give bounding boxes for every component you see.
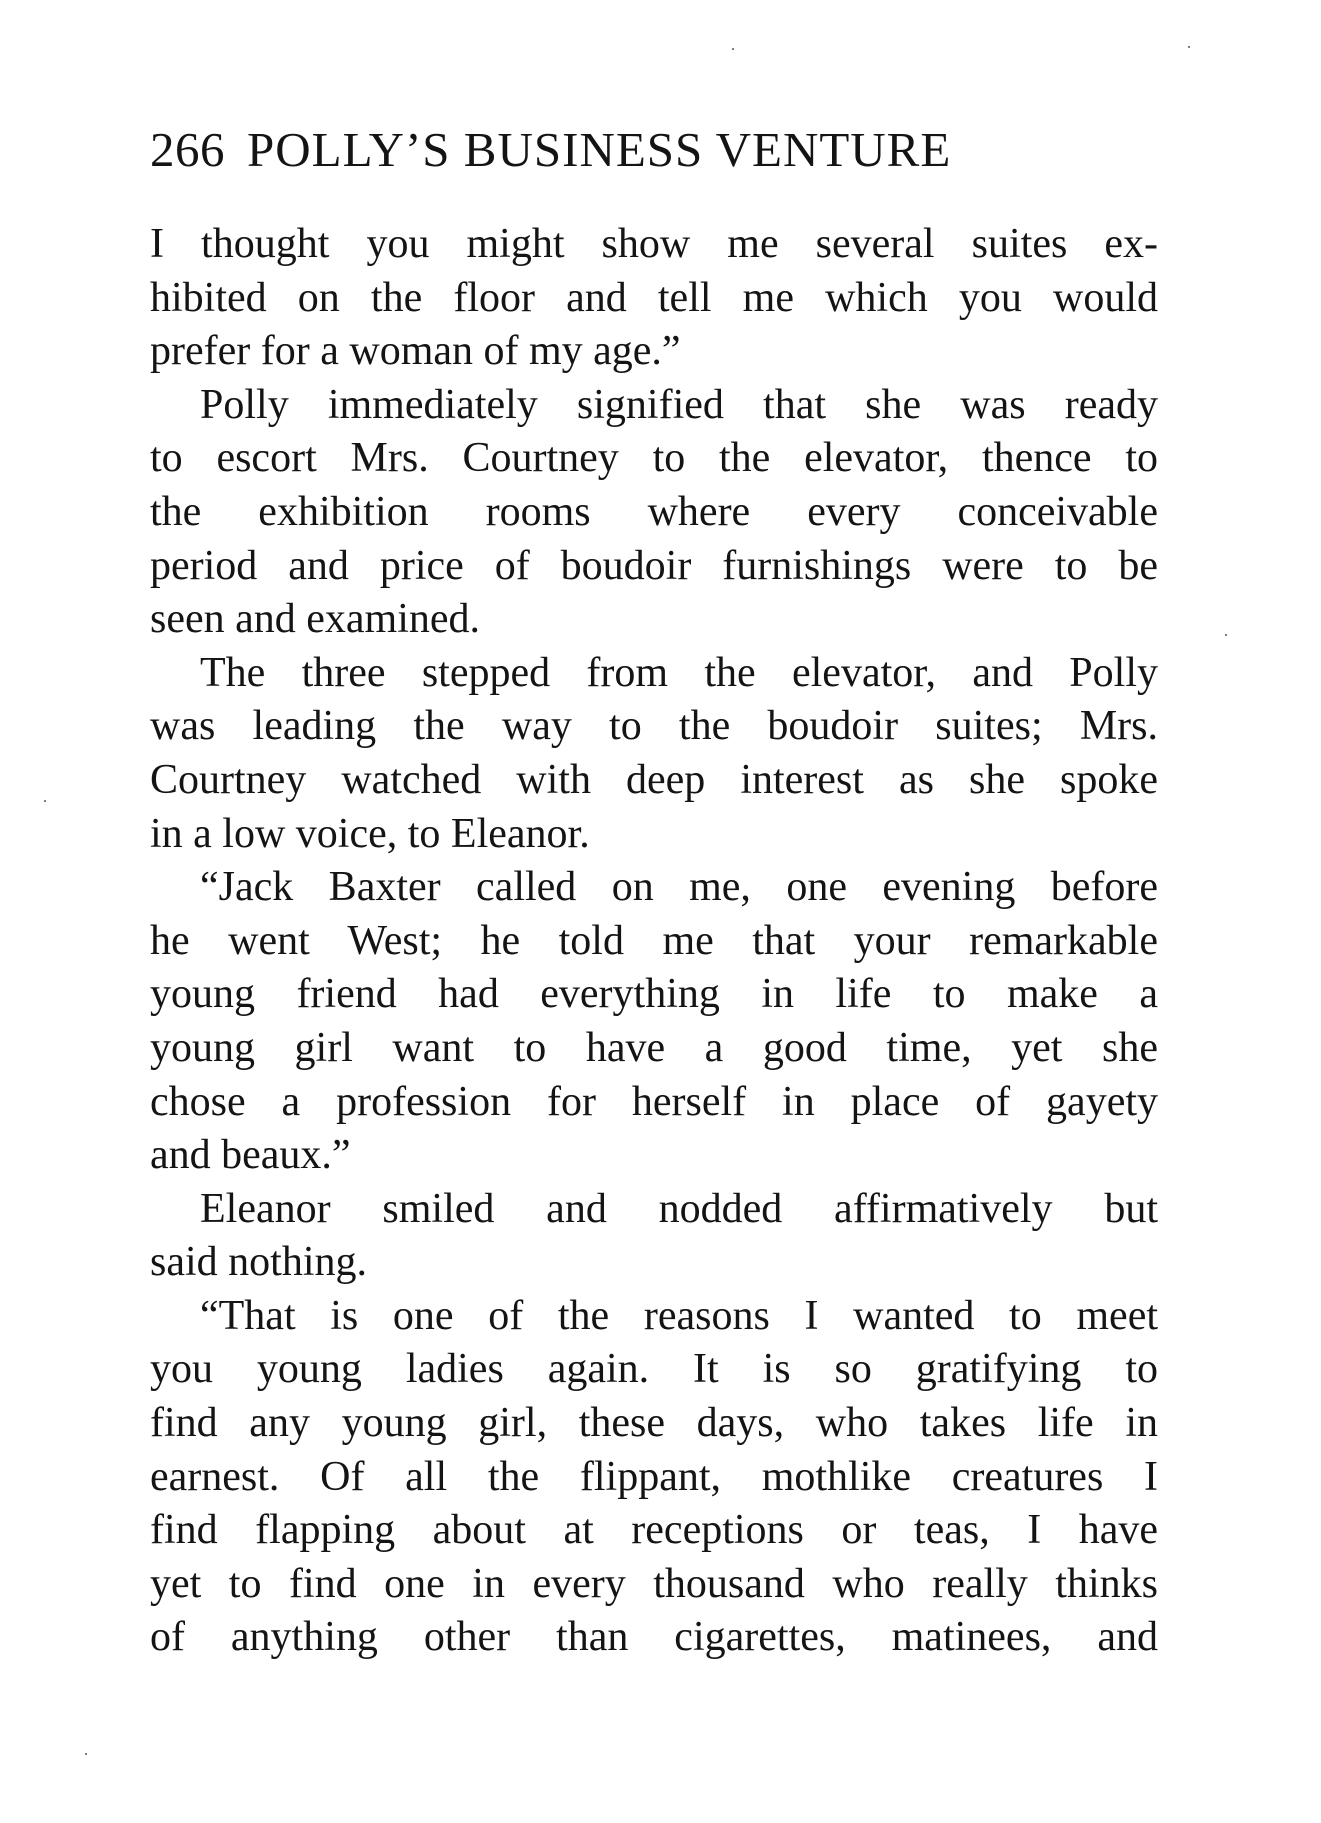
scan-speck bbox=[1188, 46, 1190, 48]
text-line: find flapping about at receptions or teas, I have bbox=[150, 1507, 1158, 1554]
text-line: find any young girl, these days, who takes life in bbox=[150, 1400, 1158, 1447]
text-line: earnest. Of all the flippant, mothlike creatures I bbox=[150, 1453, 1158, 1500]
text-line: in a low voice, to Eleanor. bbox=[150, 810, 590, 857]
text-line: was leading the way to the boudoir suites; Mrs. bbox=[150, 703, 1158, 750]
text-line: young friend had everything in life to make a bbox=[150, 971, 1158, 1018]
text-line: Courtney watched with deep interest as she spoke bbox=[150, 756, 1158, 803]
running-title: POLLY’S BUSINESS VENTURE bbox=[247, 122, 952, 177]
page-number: 266 bbox=[150, 122, 225, 177]
text-line: seen and examined. bbox=[150, 596, 481, 643]
scan-speck bbox=[44, 800, 46, 802]
text-line: I thought you might show me several suites ex- bbox=[150, 221, 1158, 267]
scan-speck bbox=[1225, 634, 1227, 636]
text-line: hibited on the floor and tell me which you would bbox=[150, 274, 1158, 321]
text-line: Eleanor smiled and nodded affirmatively but bbox=[200, 1185, 1158, 1232]
text-line: young girl want to have a good time, yet she bbox=[150, 1024, 1158, 1071]
text-line: and beaux.” bbox=[150, 1132, 351, 1179]
text-line: yet to find one in every thousand who really thinks bbox=[150, 1560, 1158, 1607]
scan-speck bbox=[85, 1753, 87, 1755]
text-line: to escort Mrs. Courtney to the elevator, thence to bbox=[150, 435, 1158, 482]
text-line: you young ladies again. It is so gratifying to bbox=[150, 1346, 1158, 1393]
text-line: he went West; he told me that your remarkable bbox=[150, 917, 1158, 964]
text-line: The three stepped from the elevator, and Polly bbox=[200, 649, 1158, 696]
text-line: the exhibition rooms where every conceivable bbox=[150, 488, 1158, 535]
body-text bbox=[150, 218, 1158, 1665]
text-line: said nothing. bbox=[150, 1239, 367, 1286]
running-header bbox=[150, 122, 1160, 178]
text-line: of anything other than cigarettes, matinees, and bbox=[150, 1614, 1158, 1661]
text-line: chose a profession for herself in place of gayety bbox=[150, 1078, 1158, 1125]
text-line: “That is one of the reasons I wanted to meet bbox=[200, 1292, 1158, 1339]
text-line: prefer for a woman of my age.” bbox=[150, 328, 681, 375]
scan-speck bbox=[732, 48, 734, 50]
text-line: “Jack Baxter called on me, one evening before bbox=[200, 864, 1158, 911]
text-line: period and price of boudoir furnishings were to be bbox=[150, 542, 1158, 589]
text-line: Polly immediately signified that she was ready bbox=[200, 381, 1158, 428]
